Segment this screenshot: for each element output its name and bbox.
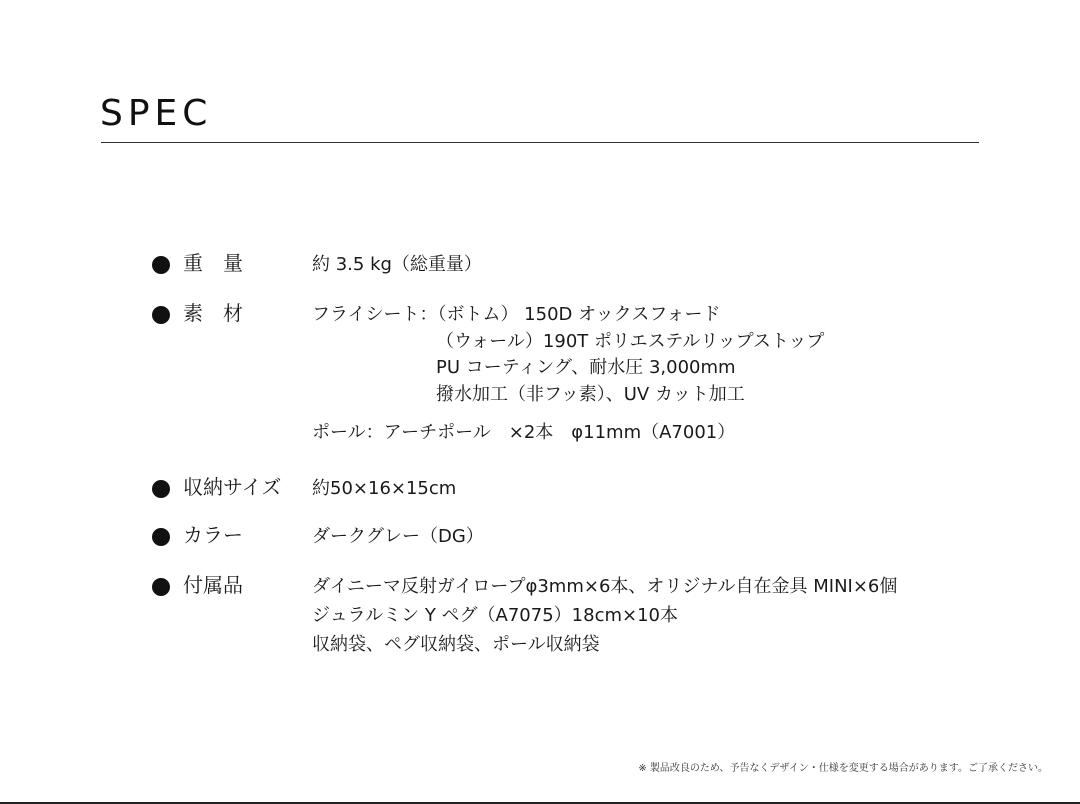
bullet-icon	[152, 306, 170, 324]
spec-label-material: 素 材	[183, 301, 243, 325]
spec-label-weight: 重 量	[183, 251, 243, 275]
spec-value-accessories	[312, 574, 897, 661]
spec-value-weight: 約 3.5 kg（総重量）	[312, 254, 482, 275]
bullet-icon	[152, 256, 170, 274]
material-line: フライシート：（ボトム） 150D オックスフォード	[312, 304, 721, 325]
material-line: PU コーティング、耐水圧 3,000mm	[436, 357, 736, 378]
spec-value-color: ダークグレー（DG）	[312, 526, 484, 547]
page-title: SPEC	[100, 93, 213, 134]
accessory-line: ジュラルミン Y ペグ（A7075）18cm×10本	[312, 605, 678, 626]
footnote: ※ 製品改良のため、予告なくデザイン・仕様を変更する場合があります。ご了承ください。	[638, 763, 1048, 774]
title-divider	[101, 142, 979, 143]
accessory-line: ダイニーマ反射ガイロープφ3mm×6本、オリジナル自在金具 MINI×6個	[312, 576, 898, 597]
spec-value-material	[312, 302, 824, 447]
material-line: （ウォール）190T ポリエステルリップストップ	[436, 330, 825, 352]
bullet-icon	[152, 480, 170, 498]
bullet-icon	[152, 528, 170, 546]
spec-label-color: カラー	[183, 523, 243, 547]
accessory-line: 収納袋、ペグ収納袋、ポール収納袋	[312, 634, 600, 655]
spec-value-storage-size: 約50×16×15cm	[312, 478, 457, 499]
material-line: 撥水加工（非フッ素）、UV カット加工	[436, 383, 745, 405]
material-line: ポール：アーチポール ×2本 φ11mm（A7001）	[312, 422, 736, 443]
spec-label-accessories: 付属品	[183, 573, 243, 597]
bullet-icon	[152, 578, 170, 596]
spec-label-storage-size: 収納サイズ	[183, 475, 282, 499]
